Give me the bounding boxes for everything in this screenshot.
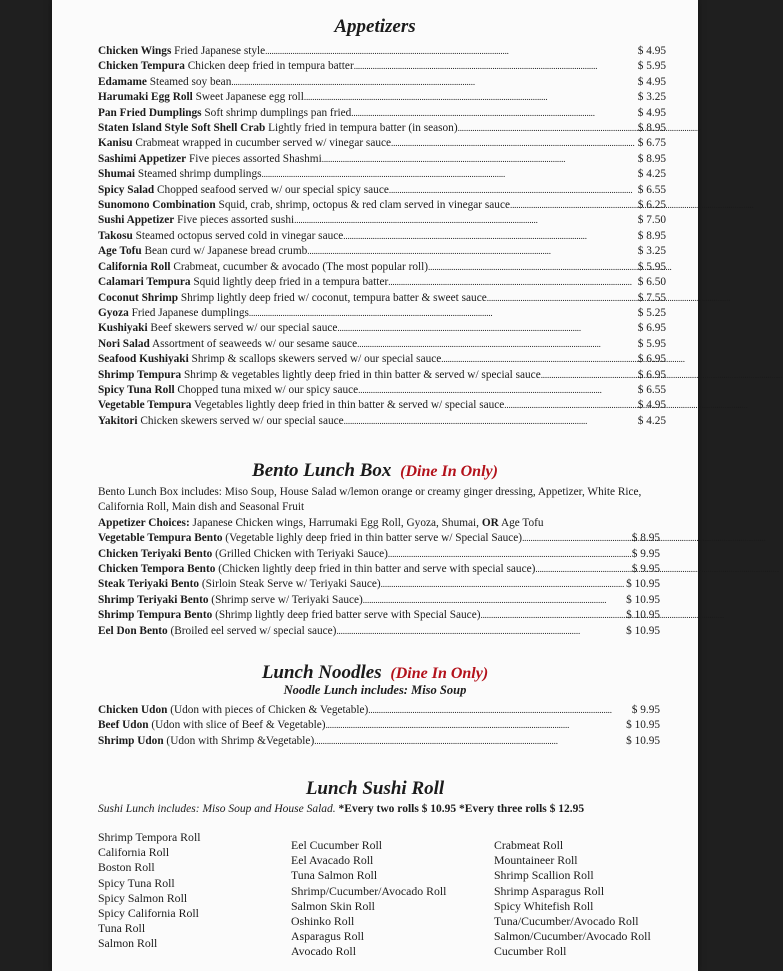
item-text [98, 734, 314, 749]
sushi-column-3 [494, 838, 651, 960]
sushi-roll-item: Crabmeat Roll [494, 838, 564, 852]
item-text [98, 275, 388, 290]
item-name: Vegetable Tempura Bento [98, 532, 223, 545]
leader-dots [428, 260, 637, 275]
item-text [98, 531, 522, 546]
item-text [98, 59, 354, 74]
leader-dots [535, 562, 630, 577]
menu-item [98, 734, 660, 749]
menu-item [98, 624, 660, 639]
noodles-subtitle: Noodle Lunch includes: Miso Soup [283, 683, 467, 697]
item-text [98, 229, 343, 244]
sushi-heading: Lunch Sushi Roll [305, 778, 445, 799]
leader-dots [304, 90, 637, 105]
item-price: $ 3.25 [637, 91, 666, 104]
item-description: Chicken skewers served w/ our special sauce [137, 414, 344, 427]
item-name: Calamari Tempura [98, 276, 191, 289]
leader-dots [388, 547, 631, 562]
leader-dots [326, 718, 626, 733]
item-description: (Grilled Chicken with Teriyaki Sauce) [212, 547, 388, 560]
item-description: Chopped seafood served w/ our special spicy sauce [154, 183, 389, 196]
menu-item [98, 383, 666, 398]
sushi-roll-item: Spicy Salmon Roll [98, 890, 188, 905]
menu-item [98, 244, 666, 259]
item-price: $ 5.95 [637, 60, 666, 73]
menu-item [98, 306, 666, 321]
sushi-roll-item: Cucumber Roll [494, 944, 567, 959]
sushi-roll-item: Spicy Whitefish Roll [494, 898, 594, 913]
item-name: Edamame [98, 75, 147, 88]
item-price: $ 4.95 [637, 399, 666, 412]
leader-dots [510, 198, 637, 213]
item-text [98, 167, 262, 182]
leader-dots [541, 368, 637, 383]
item-description: (Shrimp serve w/ Teriyaki Sauce) [208, 593, 363, 606]
leader-dots [322, 152, 637, 167]
menu-item [98, 260, 666, 275]
leader-dots [336, 624, 625, 639]
item-description: Crabmeat, cucumber & avocado (The most popular roll) [170, 260, 429, 273]
item-name: Chicken Wings [98, 45, 172, 57]
bento-appetizer-choices [52, 516, 668, 531]
item-text [98, 260, 428, 275]
item-price: $ 4.25 [637, 168, 666, 181]
item-text [98, 152, 322, 167]
item-name: Beef Udon [98, 719, 149, 732]
menu-item [98, 90, 666, 105]
sushi-roll-item: Eel Cucumber Roll [291, 838, 383, 852]
item-price: $ 6.95 [637, 368, 666, 381]
item-name: Harumaki Egg Roll [98, 91, 193, 104]
item-price: $ 4.95 [637, 45, 666, 57]
sushi-note-includes: Sushi Lunch includes: Miso Soup and House Salad. [98, 803, 336, 815]
item-price: $ 9.95 [631, 704, 660, 716]
bento-title: Bento Lunch Box [252, 460, 392, 481]
item-description: (Udon with Shrimp &Vegetable) [163, 734, 315, 747]
menu-item [98, 59, 666, 74]
leader-dots [522, 531, 631, 546]
choices-or: OR [481, 516, 499, 529]
leader-dots [389, 183, 637, 198]
sushi-roll-item: California Roll [98, 845, 170, 860]
item-text [98, 121, 458, 136]
menu-item [98, 44, 666, 59]
item-name: Spicy Salad [98, 183, 155, 196]
item-name: Chicken Tempora Bento [98, 563, 216, 576]
leader-dots [504, 398, 636, 413]
item-description: Steamed octopus served cold in vinegar sauce [132, 229, 344, 242]
menu-item [98, 398, 666, 413]
sushi-roll-item: Shrimp/Cucumber/Avocado Roll [291, 883, 447, 898]
item-text [98, 368, 541, 383]
item-description: Fried Japanese style [171, 45, 266, 57]
choices-last: Age Tofu [498, 516, 544, 529]
item-price: $ 7.50 [637, 214, 666, 227]
sushi-note [52, 802, 698, 816]
sushi-roll-item: Tuna Roll [98, 921, 146, 936]
item-name: Age Tofu [98, 245, 142, 258]
menu-item [98, 608, 660, 623]
menu-item [98, 229, 666, 244]
sushi-roll-item: Spicy California Roll [98, 906, 199, 921]
bento-dine-in-tag: (Dine In Only) [400, 463, 498, 480]
leader-dots [458, 121, 637, 136]
sushi-roll-item: Shrimp Asparagus Roll [494, 883, 605, 898]
item-text [98, 198, 510, 213]
item-price: $ 4.95 [637, 75, 666, 88]
item-description: Squid, crab, shrimp, octopus & red clam served in vinegar sauce [215, 199, 510, 212]
item-text [98, 608, 480, 623]
item-description: (Chicken lightly deep fried in thin batter and serve with special sauce) [215, 563, 536, 576]
item-price: $ 9.95 [631, 547, 660, 560]
item-price: $ 8.95 [631, 532, 660, 545]
leader-dots [231, 75, 636, 90]
sushi-roll-item: Asparagus Roll [291, 929, 365, 944]
item-text [98, 718, 326, 733]
item-name: Shrimp Tempura [98, 368, 182, 381]
sushi-roll-item: Salmon Skin Roll [291, 898, 375, 913]
sushi-roll-item: Shrimp Scallion Roll [494, 868, 594, 883]
item-price: $ 3.25 [637, 245, 666, 258]
sushi-roll-item: Spicy Tuna Roll [98, 875, 175, 890]
item-price: $ 4.25 [637, 414, 666, 427]
item-price: $ 6.55 [637, 383, 666, 396]
item-description: Assortment of seaweeds w/ our sesame sauce [149, 337, 358, 350]
item-name: Takosu [98, 229, 133, 242]
menu-item [98, 352, 666, 367]
item-name: Shrimp Teriyaki Bento [98, 593, 209, 606]
item-description: (Vegetable lighly deep fried in thin batter serve w/ Special Sauce) [222, 532, 523, 545]
item-name: Sashimi Appetizer [98, 152, 187, 165]
sushi-roll-item: Mountaineer Roll [494, 853, 578, 868]
menu-item [98, 291, 666, 306]
sushi-roll-item: Tuna/Cucumber/Avocado Roll [494, 914, 639, 929]
sushi-roll-item: Avocado Roll [291, 944, 356, 959]
item-description: (Udon with pieces of Chicken & Vegetable) [167, 704, 369, 716]
appetizers-heading: Appetizers [334, 16, 416, 37]
item-text [98, 593, 363, 608]
leader-dots [388, 275, 637, 290]
item-price: $ 6.95 [637, 353, 666, 366]
item-text [98, 90, 304, 105]
item-text [98, 291, 487, 306]
leader-dots [314, 734, 625, 749]
sushi-roll-item: Salmon/Cucumber/Avocado Roll [494, 929, 651, 944]
menu-item [98, 121, 666, 136]
item-description: Beef skewers served w/ our special sauce [147, 322, 338, 335]
item-price: $ 5.95 [637, 260, 666, 273]
sushi-roll-item: Boston Roll [98, 860, 155, 875]
leader-dots [265, 44, 637, 59]
sushi-roll-item: Shrimp Tempora Roll [98, 830, 201, 844]
item-price: $ 8.95 [637, 122, 666, 135]
leader-dots [249, 306, 637, 321]
item-description: (Sirloin Steak Serve w/ Teriyaki Sauce) [199, 578, 381, 591]
item-name: Vegetable Tempura [98, 399, 192, 412]
item-name: Coconut Shrimp [98, 291, 179, 304]
item-description: Shrimp lightly deep fried w/ coconut, tempura batter & sweet sauce [178, 291, 487, 304]
item-text [98, 414, 344, 429]
item-price: $ 10.95 [626, 719, 660, 732]
menu-item [98, 547, 660, 562]
item-price: $ 10.95 [626, 593, 660, 606]
menu-item [98, 703, 660, 718]
item-name: Shrimp Tempura Bento [98, 609, 213, 622]
item-name: Chicken Teriyaki Bento [98, 547, 213, 560]
item-name: Sushi Appetizer [98, 214, 175, 227]
item-text [98, 244, 307, 259]
leader-dots [441, 352, 636, 367]
item-price: $ 6.75 [637, 137, 666, 150]
bento-list [52, 531, 660, 639]
leader-dots [381, 577, 625, 592]
item-name: Yakitori [98, 414, 138, 427]
leader-dots [480, 608, 625, 623]
item-description: Five pieces assorted sushi [174, 214, 295, 227]
item-text [98, 562, 535, 577]
item-text [98, 136, 391, 151]
bento-heading [52, 460, 698, 482]
item-description: Chopped tuna mixed w/ our spicy sauce [174, 383, 359, 396]
item-price: $ 9.95 [631, 563, 660, 576]
item-price: $ 4.95 [637, 106, 666, 119]
item-price: $ 10.95 [626, 609, 660, 622]
item-text [98, 44, 265, 59]
menu-item [98, 368, 666, 383]
menu-item [98, 531, 660, 546]
item-description: Fried Japanese dumplings [128, 306, 249, 319]
appetizers-section [52, 16, 698, 429]
item-name: Seafood Kushiyaki [98, 353, 189, 366]
item-name: Kushiyaki [98, 322, 148, 335]
leader-dots [357, 337, 637, 352]
leader-dots [344, 414, 637, 429]
leader-dots [354, 59, 637, 74]
item-description: Vegetables lightly deep fried in thin batter & served w/ special sauce [191, 399, 505, 412]
item-description: Soft shrimp dumplings pan fried [201, 106, 352, 119]
menu-item [98, 593, 660, 608]
item-name: California Roll [98, 260, 171, 273]
item-text [98, 703, 368, 718]
item-price: $ 6.55 [637, 183, 666, 196]
sushi-roll-item: Salmon Roll [98, 936, 158, 951]
leader-dots [343, 229, 636, 244]
choices-text: Japanese Chicken wings, Harrumaki Egg Roll, Gyoza, Shumai, [189, 516, 482, 529]
noodles-title: Lunch Noodles [261, 662, 382, 683]
item-description: (Shrimp lightly deep fried batter serve with Special Sauce) [212, 609, 481, 622]
item-description: Shrimp & scallops skewers served w/ our special sauce [188, 353, 442, 366]
item-name: Sunomono Combination [98, 199, 216, 212]
sushi-note-pricing: *Every two rolls $ 10.95 *Every three rolls $ 12.95 [335, 803, 585, 815]
item-text [98, 352, 441, 367]
item-name: Eel Don Bento [98, 624, 168, 637]
leader-dots [358, 383, 637, 398]
item-price: $ 6.95 [637, 322, 666, 335]
sushi-roll-item: Oshinko Roll [291, 914, 355, 929]
menu-item [98, 337, 666, 352]
item-name: Shumai [98, 168, 136, 181]
bento-includes: Bento Lunch Box includes: Miso Soup, House Salad w/lemon orange or creamy ginger dressing, Appetizer, White Rice, California Roll, Main dish and Seasonal Fruit [98, 486, 642, 514]
item-description: Chicken deep fried in tempura batter [184, 60, 354, 73]
bento-section [52, 460, 698, 639]
sushi-roll-item: Eel Avacado Roll [291, 853, 374, 868]
item-text [98, 321, 337, 336]
item-name: Kanisu [98, 137, 133, 150]
leader-dots [337, 321, 636, 336]
item-text [98, 398, 504, 413]
leader-dots [262, 167, 637, 182]
item-description: Steamed soy bean [146, 75, 232, 88]
menu-item [98, 183, 666, 198]
item-description: Sweet Japanese egg roll [192, 91, 304, 104]
leader-dots [307, 244, 636, 259]
item-description: Steamed shrimp dumplings [135, 168, 262, 181]
sushi-section [52, 778, 698, 816]
item-text [98, 183, 389, 198]
menu-item [98, 75, 666, 90]
item-description: (Udon with slice of Beef & Vegetable) [148, 719, 326, 732]
sushi-roll-item: Tuna Salmon Roll [291, 868, 378, 883]
item-name: Pan Fried Dumplings [98, 106, 202, 119]
item-text [98, 306, 249, 321]
item-price: $ 6.50 [637, 276, 666, 289]
menu-item [98, 414, 666, 429]
item-text [98, 213, 294, 228]
leader-dots [487, 291, 637, 306]
item-price: $ 7.55 [637, 291, 666, 304]
item-name: Steak Teriyaki Bento [98, 578, 200, 591]
menu-item [98, 167, 666, 182]
item-text [98, 106, 351, 121]
item-price: $ 5.95 [637, 337, 666, 350]
menu-item [98, 152, 666, 167]
item-price: $ 10.95 [626, 734, 660, 747]
item-name: Spicy Tuna Roll [98, 383, 175, 396]
item-name: Chicken Udon [98, 704, 168, 716]
item-name: Chicken Tempura [98, 60, 185, 73]
menu-item [98, 321, 666, 336]
sushi-column-2 [291, 838, 446, 960]
item-text [98, 383, 358, 398]
item-price: $ 10.95 [626, 578, 660, 591]
menu-item [98, 275, 666, 290]
menu-item [98, 136, 666, 151]
appetizers-list [52, 44, 666, 429]
item-price: $ 8.95 [637, 152, 666, 165]
item-description: Shrimp & vegetables lightly deep fried in thin batter & served w/ special sauce [181, 368, 541, 381]
item-price: $ 6.25 [637, 199, 666, 212]
choices-label: Appetizer Choices: [98, 516, 190, 529]
item-description: Five pieces assorted Shashmi [186, 152, 322, 165]
item-text [98, 577, 381, 592]
menu-item [98, 106, 666, 121]
item-text [98, 624, 336, 639]
item-price: $ 10.95 [626, 624, 660, 637]
item-name: Staten Island Style Soft Shell Crab [98, 122, 266, 135]
menu-item [98, 718, 660, 733]
item-name: Nori Salad [98, 337, 150, 350]
sushi-column-1 [98, 830, 201, 952]
noodles-dine-in-tag: (Dine In Only) [390, 665, 489, 682]
item-text [98, 547, 388, 562]
item-price: $ 5.25 [637, 306, 666, 319]
item-name: Shrimp Udon [98, 734, 164, 747]
leader-dots [368, 703, 630, 718]
item-price: $ 8.95 [637, 229, 666, 242]
leader-dots [391, 136, 637, 151]
noodles-heading [52, 662, 698, 684]
item-description: Lightly fried in tempura batter (in season) [265, 122, 458, 135]
item-text [98, 337, 357, 352]
item-description: Squid lightly deep fried in a tempura batter [190, 276, 389, 289]
menu-page [52, 0, 698, 971]
leader-dots [351, 106, 636, 121]
leader-dots [363, 593, 625, 608]
item-description: Crabmeat wrapped in cucumber served w/ vinegar sauce [132, 137, 392, 150]
leader-dots [294, 213, 637, 228]
menu-item [98, 213, 666, 228]
item-description: (Broiled eel served w/ special sauce) [167, 624, 337, 637]
menu-item [98, 198, 666, 213]
item-name: Gyoza [98, 306, 129, 319]
noodles-section [52, 662, 698, 749]
menu-item [98, 577, 660, 592]
item-text [98, 75, 231, 90]
item-description: Bean curd w/ Japanese bread crumb [141, 245, 308, 258]
noodles-list [52, 703, 660, 749]
menu-item [98, 562, 660, 577]
